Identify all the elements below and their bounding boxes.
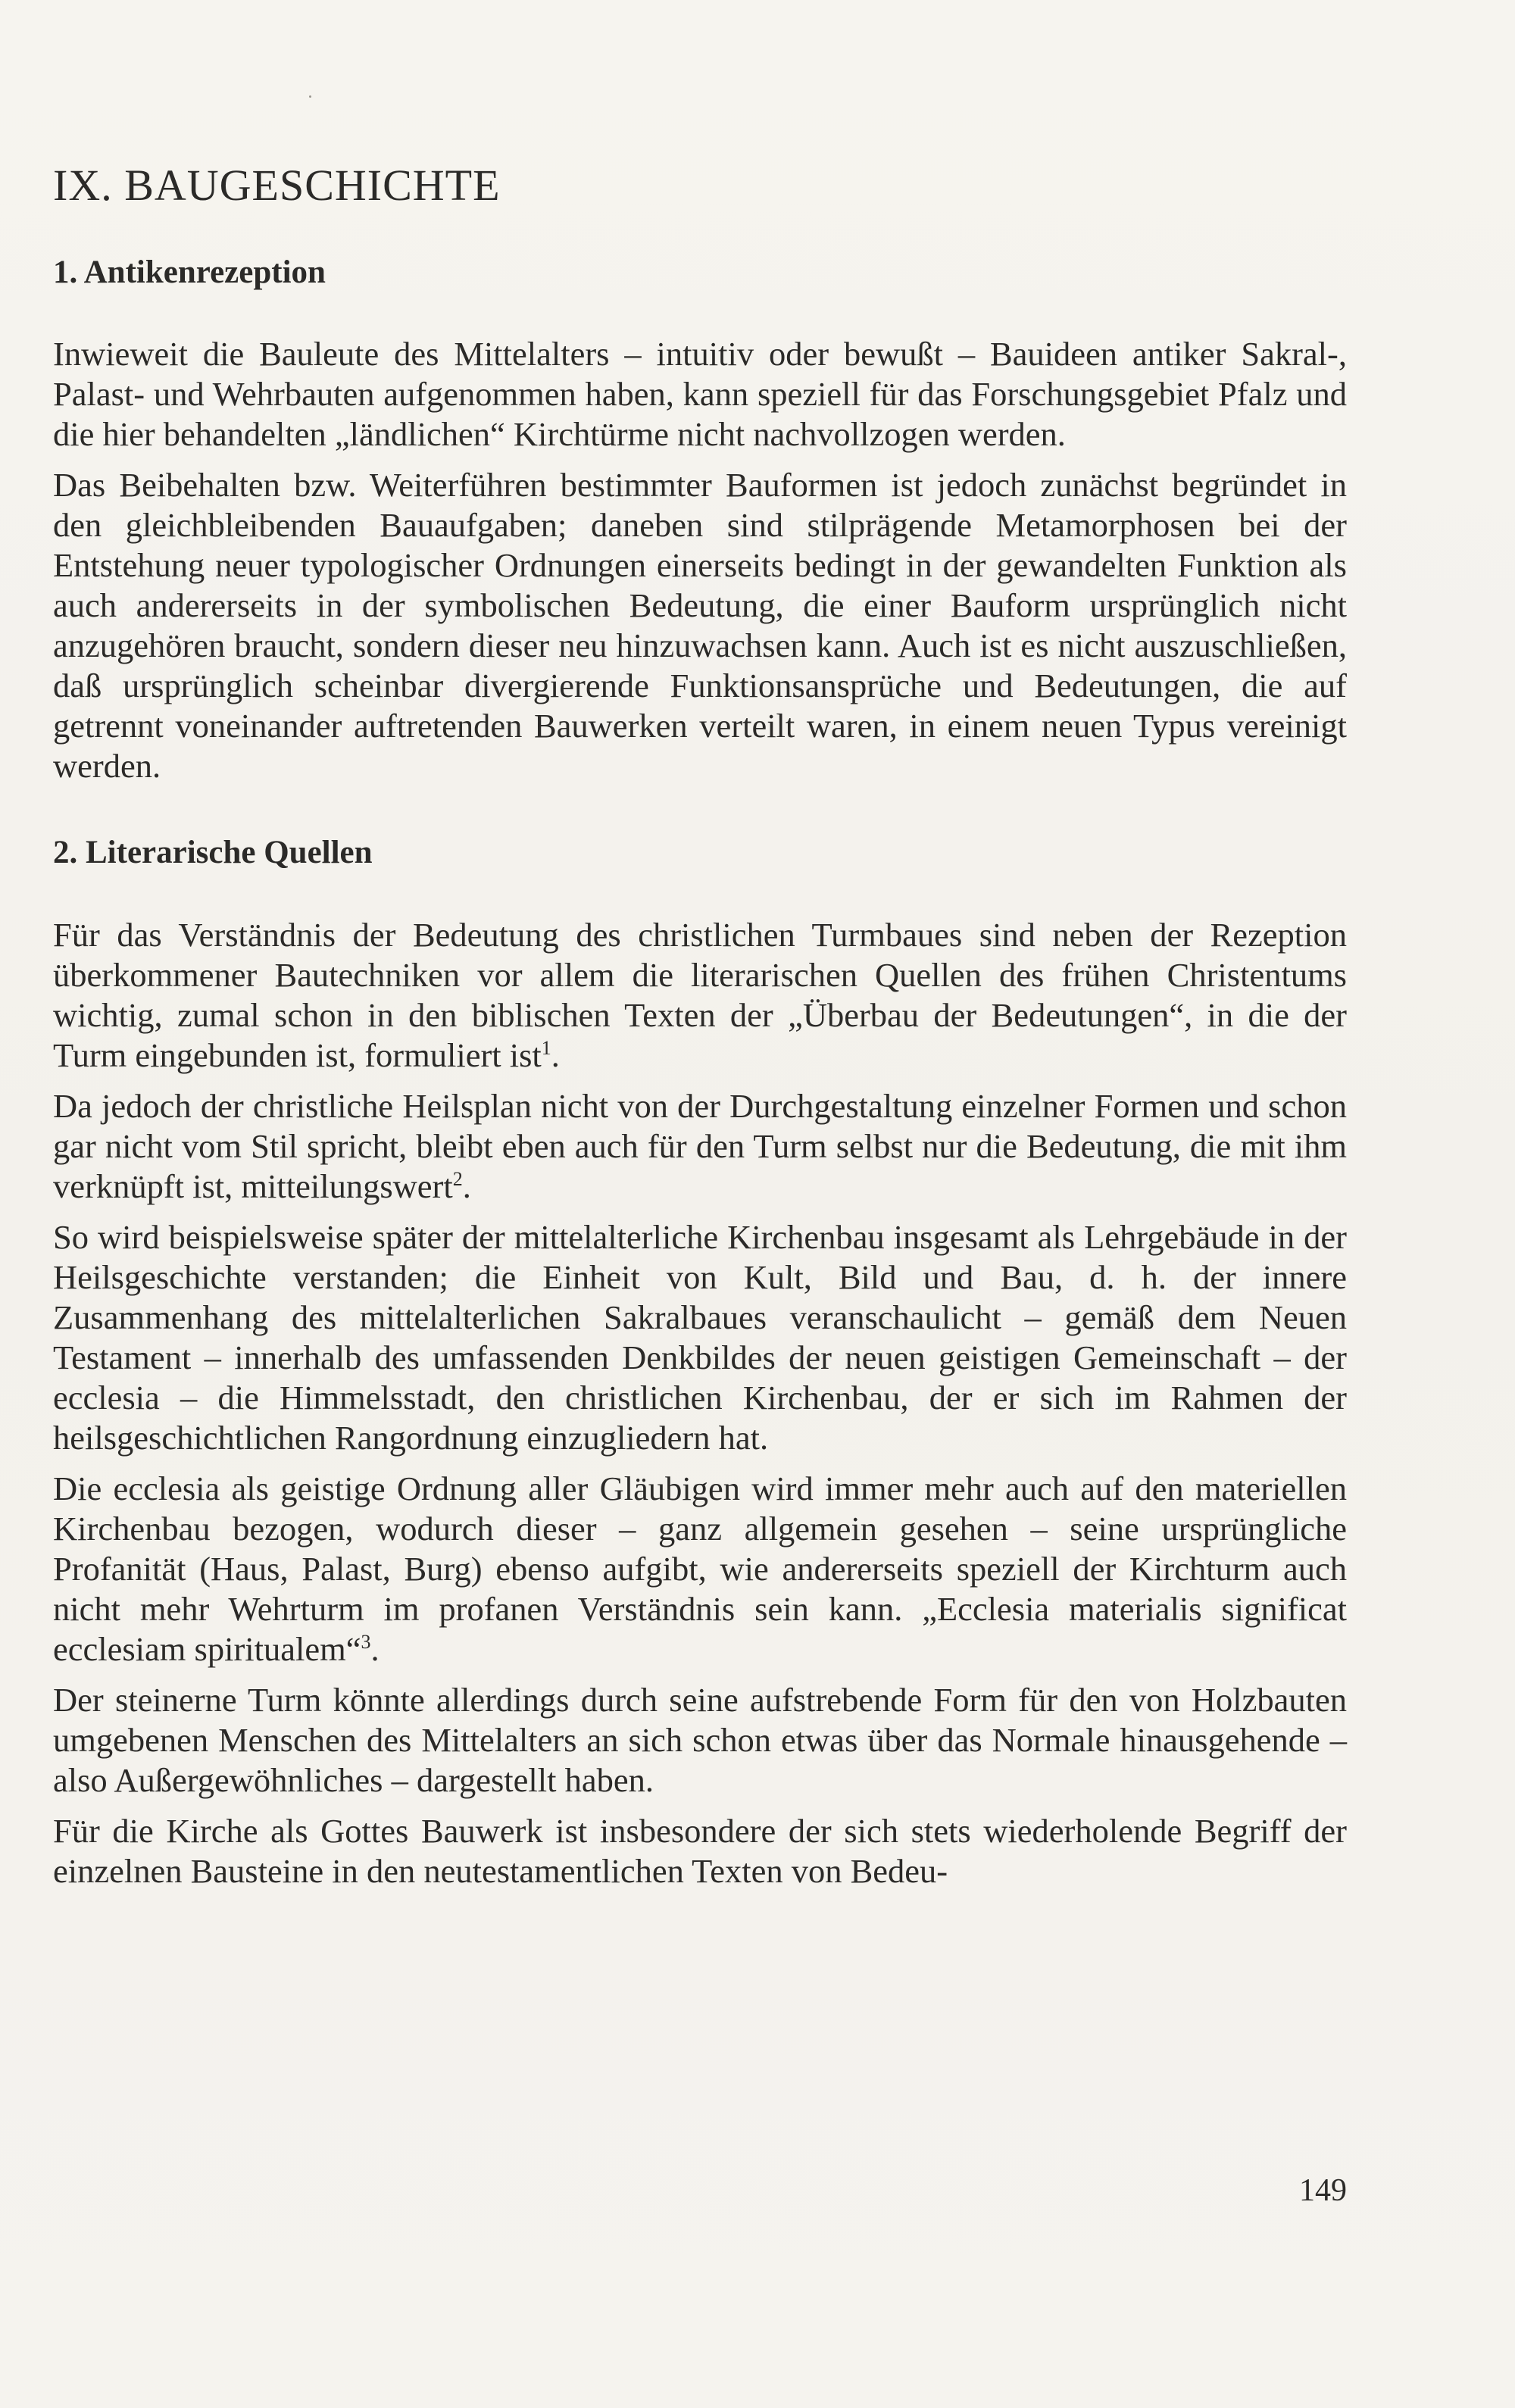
paragraph-end: . bbox=[370, 1629, 380, 1668]
section-heading-literarische-quellen: 2. Literarische Quellen bbox=[53, 835, 373, 871]
paragraph-text: Die ecclesia als geistige Ordnung aller Gläubigen wird immer mehr auch auf den materiellen Kirchenbau bezogen, wodurch dieser – ganz allgemein gesehen – seine ursprüngliche Profanität (Haus, Palast, Burg) ebenso aufgibt, wie andererseits speziell der Kirchturm auch nicht mehr Wehrturm im profanen Verständnis sein kann. „Ecclesia materialis significat ecclesiam spiritualem“ bbox=[53, 1469, 1347, 1668]
paper-speck bbox=[309, 95, 311, 98]
section-heading-antikenrezeption: 1. Antikenrezeption bbox=[53, 254, 326, 290]
paragraph bbox=[53, 915, 1347, 1076]
text-block bbox=[53, 159, 1347, 1902]
paragraph-text: Für das Verständnis der Bedeutung des christlichen Turmbaues sind neben der Rezeption überkommener Bautechniken vor allem die literarischen Quellen des frühen Christentums wichtig, zumal schon in den biblischen Texten der „Überbau der Bedeutungen“, in die der Turm eingebunden ist, formuliert ist bbox=[53, 915, 1347, 1074]
chapter-title: IX. BAUGESCHICHTE bbox=[53, 161, 501, 210]
paragraph: Inwieweit die Bauleute des Mittelalters – intuitiv oder bewußt – Bauideen antiker Sakral-, Palast- und Wehrbauten aufgenommen haben, kann speziell für das Forschungsgebiet Pfalz und die hier behandelten „ländlichen“ Kirchtürme nicht nachvollzogen werden. bbox=[53, 335, 1347, 454]
paragraph: Der steinerne Turm könnte allerdings durch seine aufstrebende Form für den von Holzbauten umgebenen Menschen des Mittelalters an sich schon etwas über das Normale hinausgehende – also Außergewöhnliches – dargestellt haben. bbox=[53, 1680, 1347, 1799]
paragraph-end: . bbox=[551, 1035, 560, 1074]
paragraph bbox=[53, 1086, 1347, 1207]
paragraph bbox=[53, 1469, 1347, 1669]
page-number: 149 bbox=[1299, 2173, 1347, 2208]
paragraph-end: . bbox=[462, 1167, 471, 1205]
paragraph: Für die Kirche als Gottes Bauwerk ist insbesondere der sich stets wiederholende Begriff der einzelnen Bausteine in den neutestamentlichen Texten von Bedeu- bbox=[53, 1811, 1347, 1890]
paragraph: Das Beibehalten bzw. Weiterführen bestimmter Bauformen ist jedoch zunächst begründet in den gleichbleibenden Bauaufgaben; daneben sind stilprägende Metamorphosen bei der Entstehung neuer typologischer Ordnungen einerseits bedingt in der gewandelten Funktion als auch andererseits in der symbolischen Bedeutung, die einer Bauform ursprünglich nicht anzugehören braucht, sondern dieser neu hinzuwachsen kann. Auch ist es nicht auszuschließen, daß ursprünglich scheinbar divergierende Funktionsansprüche und Bedeutungen, die auf getrennt voneinander auftretenden Bauwerken verteilt waren, in einem neuen Typus vereinigt werden. bbox=[53, 466, 1347, 785]
footnote-marker: 3 bbox=[361, 1630, 371, 1653]
paragraph-text: Da jedoch der christliche Heilsplan nicht von der Durchgestaltung einzelner Formen und schon gar nicht vom Stil spricht, bleibt eben auch für den Turm selbst nur die Bedeutung, die mit ihm verknüpft ist, mitteilungswert bbox=[53, 1086, 1347, 1205]
footnote-marker: 1 bbox=[541, 1036, 551, 1059]
paragraph: So wird beispielsweise später der mittelalterliche Kirchenbau insgesamt als Lehrgebäude in der Heilsgeschichte verstanden; die Einheit von Kult, Bild und Bau, d. h. der innere Zusammenhang des mittelalterlichen Sakralbaues veranschaulicht – gemäß dem Neuen Testament – innerhalb des umfassenden Denkbildes der neuen geistigen Gemeinschaft – der ecclesia – die Himmelsstadt, den christlichen Kirchenbau, der er sich im Rahmen der heilsgeschichtlichen Rangordnung einzugliedern hat. bbox=[53, 1217, 1347, 1457]
footnote-marker: 2 bbox=[452, 1167, 463, 1190]
